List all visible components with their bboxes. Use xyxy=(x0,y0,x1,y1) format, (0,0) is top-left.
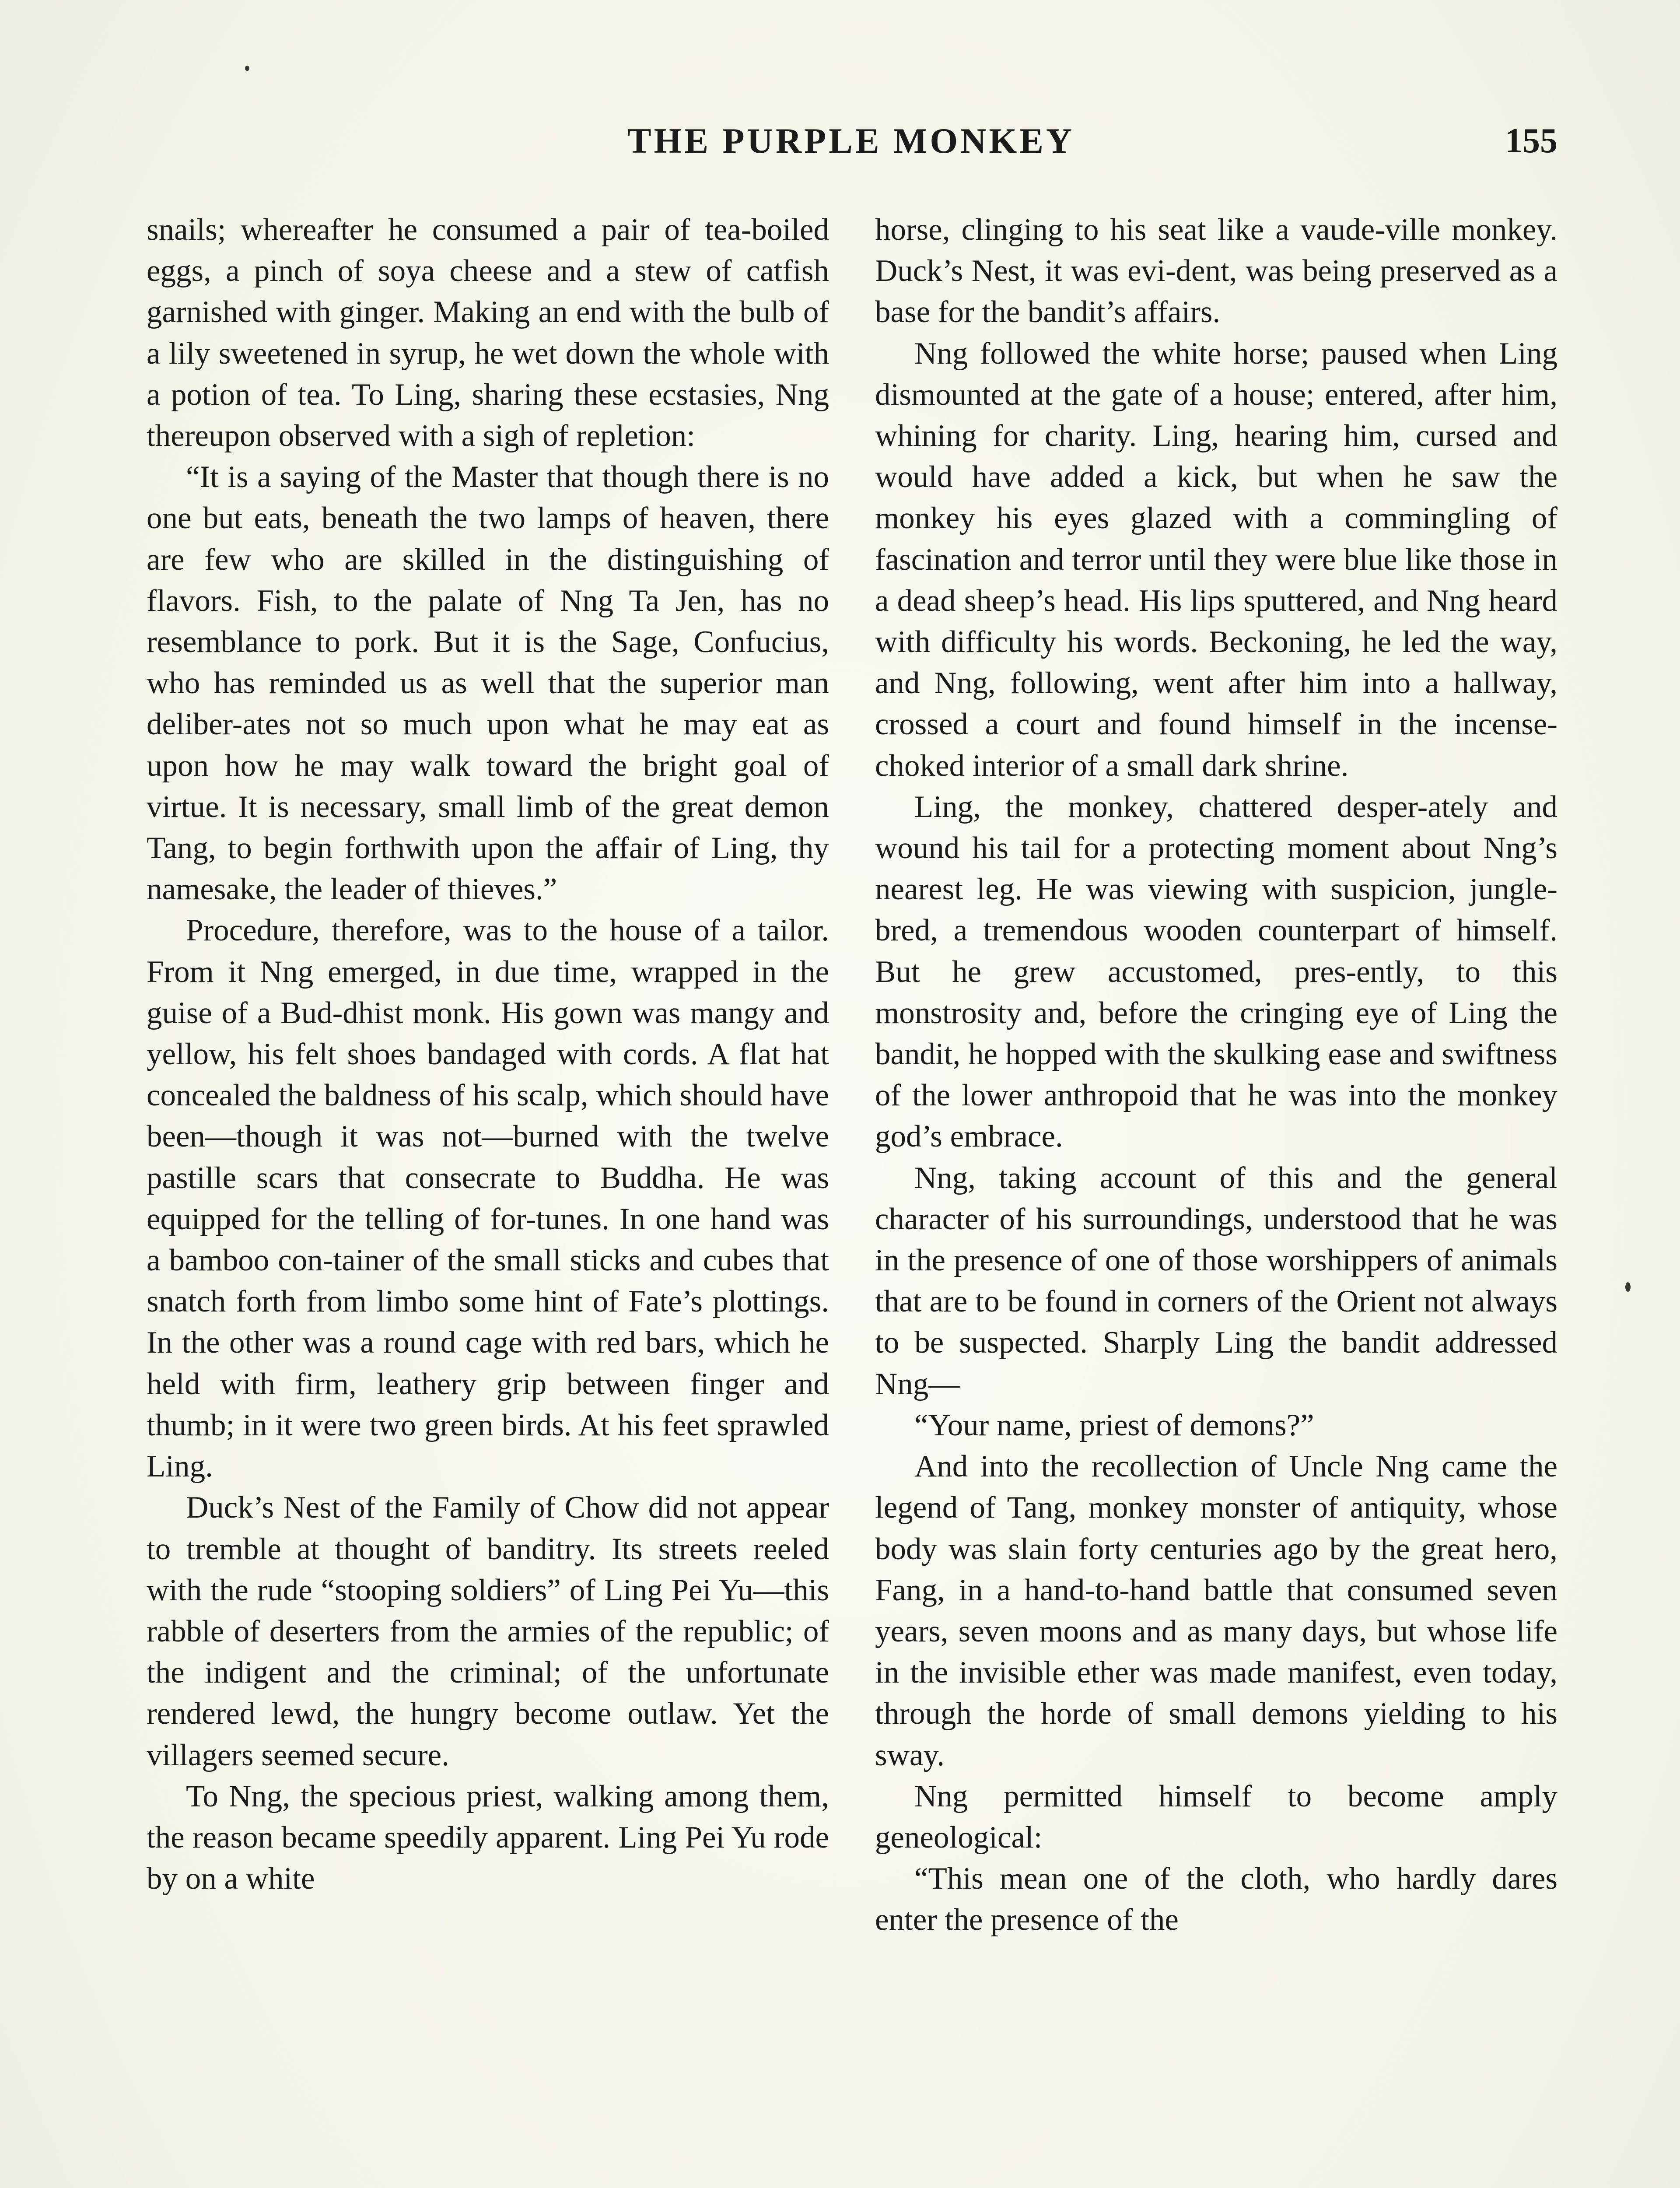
paragraph: And into the recollection of Uncle Nng came the legend of Tang, monkey monster of antiquity, whose body was slain forty centuries ago by the great hero, Fang, in a hand-to-hand battle that consumed seven years, seven moons and as many days, but whose life in the invisible ether was made manifest, even today, through the horde of small demons yielding to his sway. xyxy=(875,1449,1558,1772)
paragraph: Procedure, therefore, was to the house of a tailor. From it Nng emerged, in due time, wrapped in the guise of a Bud-dhist monk. His gown was mangy and yellow, his felt shoes bandaged with cords. A flat hat concealed the baldness of his scalp, which should have been—though it was not—burned with the twelve pastille scars that consecrate to Buddha. He was equipped for the telling of for-tunes. In one hand was a bamboo con-tainer of the small sticks and cubes that snatch forth from limbo some hint of Fate’s plottings. In the other was a round cage with red bars, which he held with firm, leathery grip between finger and thumb; in it were two green birds. At his feet sprawled Ling. xyxy=(147,913,829,1484)
page-number: 155 xyxy=(1505,122,1558,160)
print-speck xyxy=(1625,1282,1631,1292)
paragraph: horse, clinging to his seat like a vaude-ville monkey. Duck’s Nest, it was evi-dent, was being preserved as a base for the bandit’s affairs. xyxy=(875,213,1558,330)
running-head xyxy=(144,115,1558,167)
paragraph: “It is a saying of the Master that though there is no one but eats, beneath the two lamps of heaven, there are few who are skilled in the distinguishing of flavors. Fish, to the palate of Nng Ta Jen, has no resemblance to pork. But it is the Sage, Confucius, who has reminded us as well that the superior man deliber-ates not so much upon what he may eat as upon how he may walk toward the bright goal of virtue. It is necessary, small limb of the great demon Tang, to begin forthwith upon the affair of Ling, thy namesake, the leader of thieves.” xyxy=(147,460,829,907)
paragraph: Ling, the monkey, chattered desper-ately and wound his tail for a protecting moment about Nng’s nearest leg. He was viewing with suspicion, jungle-bred, a tremendous wooden counterpart of himself. But he grew accustomed, pres-ently, to this monstrosity and, before the cringing eye of Ling the bandit, he hopped with the skulking ease and swiftness of the lower anthropoid that he was into the monkey god’s embrace. xyxy=(875,789,1558,1154)
left-column xyxy=(147,209,829,1899)
paragraph: To Nng, the specious priest, walking among them, the reason became speedily apparent. Ling Pei Yu rode by on a white xyxy=(147,1779,829,1896)
paragraph: “This mean one of the cloth, who hardly dares enter the presence of the xyxy=(875,1862,1558,1937)
paragraph: Nng followed the white horse; paused when Ling dismounted at the gate of a house; entered, after him, whining for charity. Ling, hearing him, cursed and would have added a kick, but when he saw the monkey his eyes glazed with a commingling of fascination and terror until they were blue like those in a dead sheep’s head. His lips sputtered, and Nng heard with difficulty his words. Beckoning, he led the way, and Nng, following, went after him into a hallway, crossed a court and found himself in the incense-choked interior of a small dark shrine. xyxy=(875,336,1558,783)
paragraph: snails; whereafter he consumed a pair of tea-boiled eggs, a pinch of soya cheese and a stew of catfish garnished with ginger. Making an end with the bulb of a lily sweetened in syrup, he wet down the whole with a potion of tea. To Ling, sharing these ecstasies, Nng thereupon observed with a sigh of repletion: xyxy=(147,213,829,453)
paragraph: “Your name, priest of demons?” xyxy=(914,1408,1314,1442)
print-speck xyxy=(245,66,249,71)
page-title: THE PURPLE MONKEY xyxy=(627,121,1075,161)
paragraph: Duck’s Nest of the Family of Chow did not appear to tremble at thought of banditry. Its streets reeled with the rude “stooping soldiers” of Ling Pei Yu—this rabble of deserters from the armies of the republic; of the indigent and the criminal; of the unfortunate rendered lewd, the hungry become outlaw. Yet the villagers seemed secure. xyxy=(147,1490,829,1772)
paragraph: Nng permitted himself to become amply geneological: xyxy=(875,1779,1558,1855)
paragraph: Nng, taking account of this and the general character of his surroundings, understood that he was in the presence of one of those worshippers of animals that are to be found in corners of the Orient not always to be suspected. Sharply Ling the bandit addressed Nng— xyxy=(875,1161,1558,1401)
right-column xyxy=(875,209,1558,1941)
